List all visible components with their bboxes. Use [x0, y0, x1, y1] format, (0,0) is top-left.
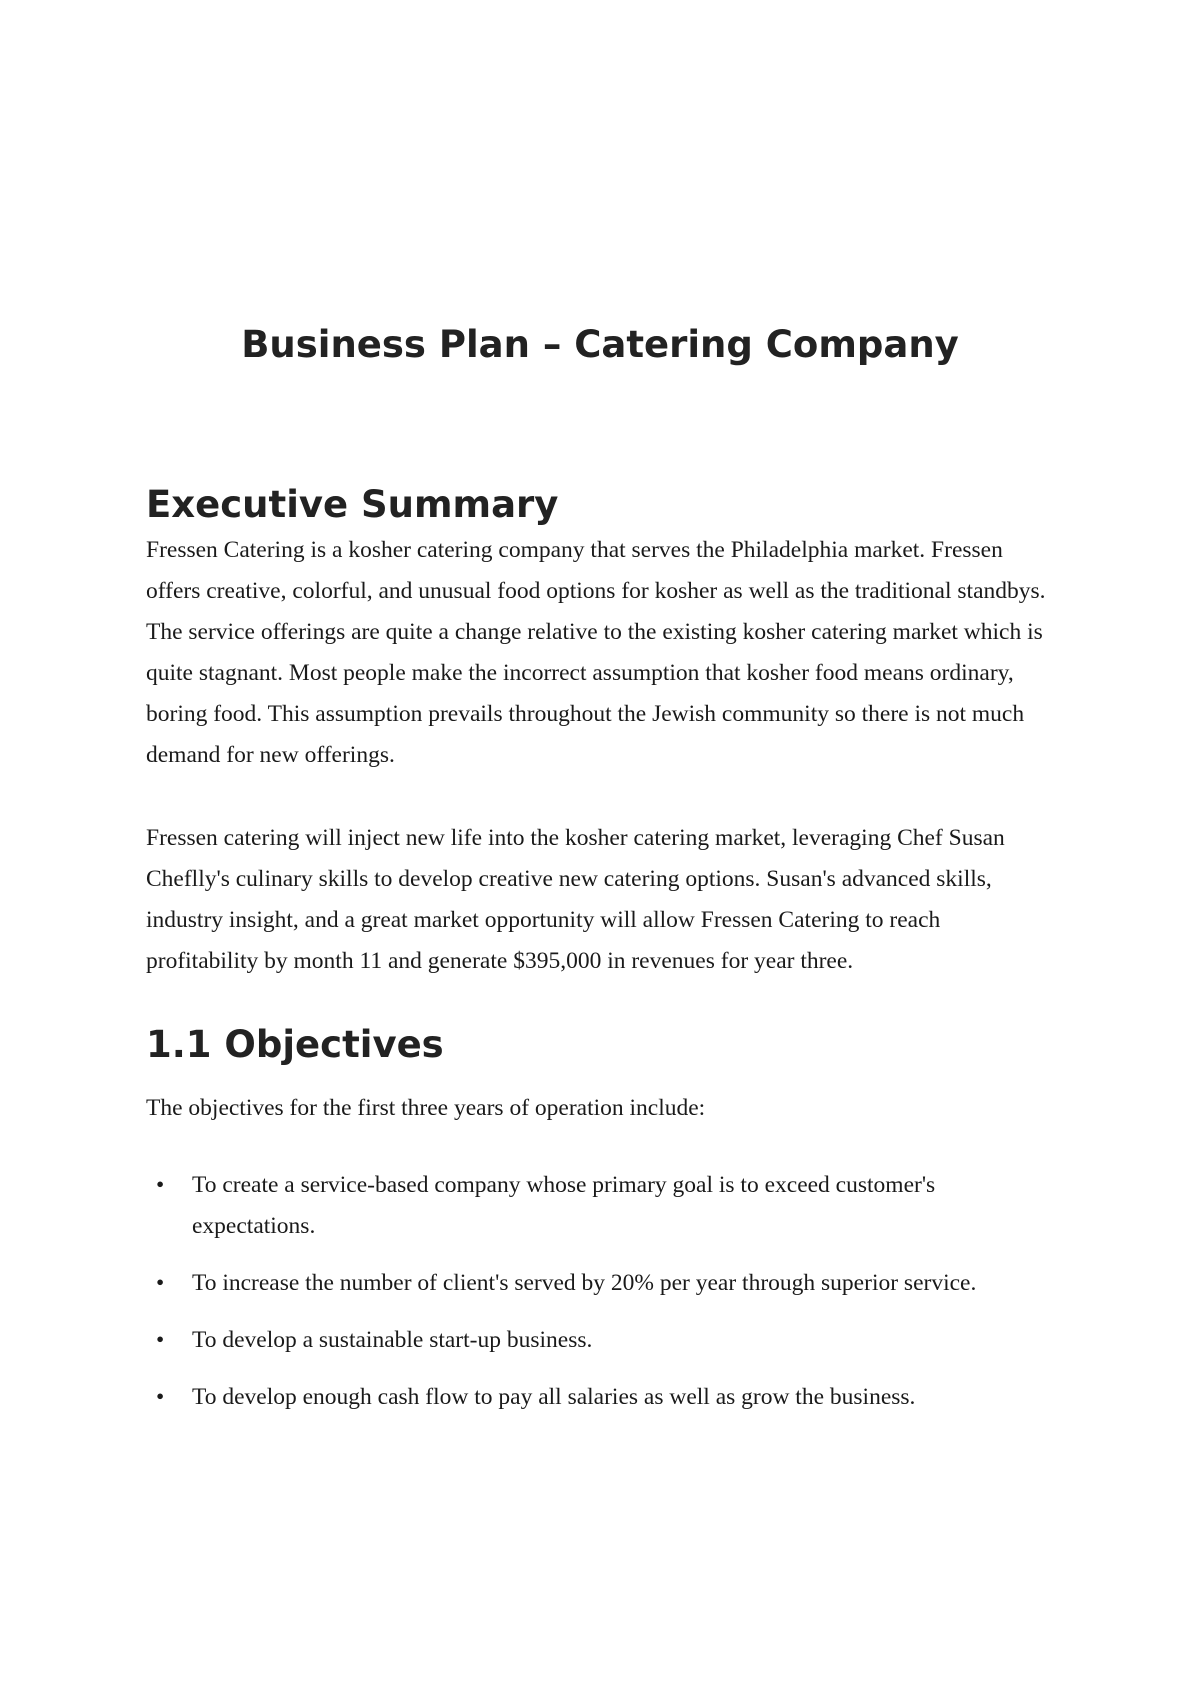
objective-item — [146, 1263, 1051, 1304]
bullet-icon: • — [156, 1384, 165, 1410]
objectives-section — [146, 1020, 1051, 1418]
objective-item — [146, 1165, 1051, 1247]
objectives-heading: 1.1 Objectives — [146, 1023, 444, 1066]
executive-summary-paragraph-1: Fressen Catering is a kosher catering company that serves the Philadelphia market. Fressen offers creative, colorful, and unusual food options for kosher as well as the traditional standbys. The service offerings are quite a change relative to the existing kosher catering market which is quite stagnant. Most people make the incorrect assumption that kosher food means ordinary, boring food. This assumption prevails throughout the Jewish community so there is not much demand for new offerings. — [146, 537, 1046, 768]
objective-item — [146, 1377, 1051, 1418]
document-title: Business Plan – Catering Company — [241, 323, 959, 366]
objectives-list — [146, 1165, 1051, 1418]
executive-summary-paragraph-2: Fressen catering will inject new life into the kosher catering market, leveraging Chef Susan Cheflly's culinary skills to develop creative new catering options. Susan's advanced skills, industry insight, and a great market opportunity will allow Fressen Catering to reach profitability by month 11 and generate $395,000 in revenues for year three. — [146, 825, 1005, 974]
objective-text: To increase the number of client's served by 20% per year through superior service. — [192, 1270, 977, 1296]
document-body — [146, 480, 1051, 1434]
bullet-icon: • — [156, 1270, 165, 1296]
executive-summary-heading: Executive Summary — [146, 483, 559, 526]
objective-text: To develop enough cash flow to pay all salaries as well as grow the business. — [192, 1384, 916, 1410]
objectives-intro: The objectives for the first three years of operation include: — [146, 1095, 706, 1121]
objective-text: To develop a sustainable start-up business. — [192, 1327, 593, 1353]
bullet-icon: • — [156, 1327, 165, 1353]
objective-text: To create a service-based company whose primary goal is to exceed customer's expectations. — [192, 1172, 936, 1239]
bullet-icon: • — [156, 1172, 165, 1198]
executive-summary-section — [146, 480, 1051, 982]
objective-item — [146, 1320, 1051, 1361]
